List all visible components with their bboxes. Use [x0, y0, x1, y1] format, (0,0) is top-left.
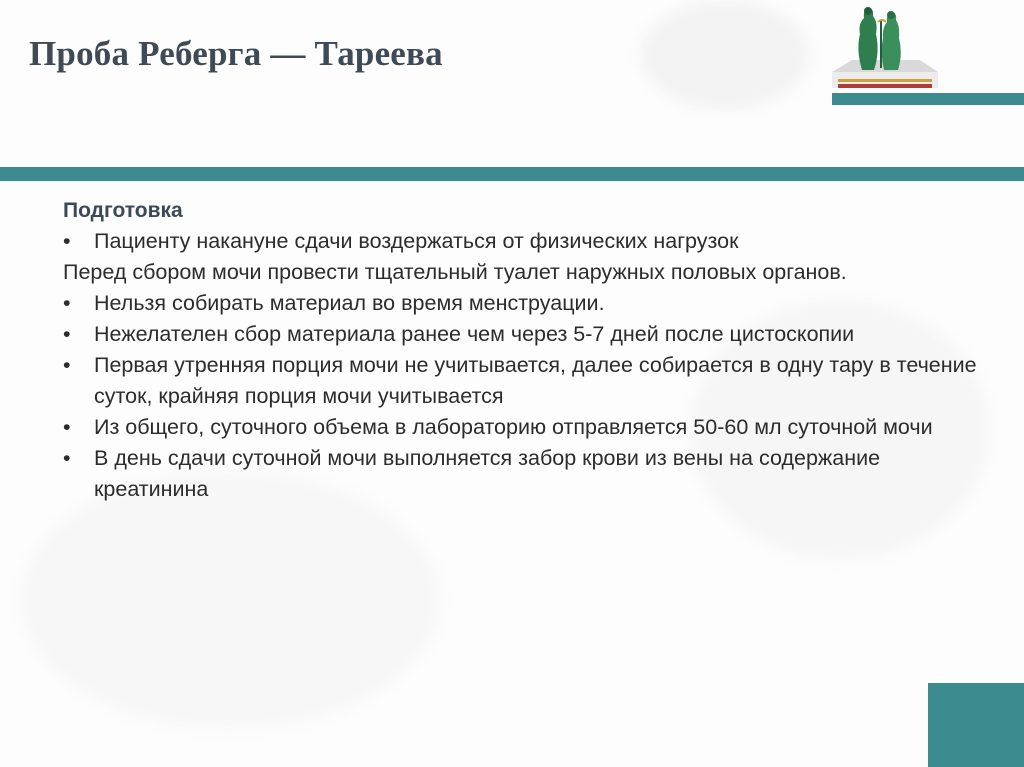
list-item-text: Пациенту накануне сдачи воздержаться от физических нагрузок	[94, 229, 739, 253]
background-shape	[20, 470, 440, 730]
bullet-marker: •	[63, 229, 71, 253]
slide-title: Проба Реберга — Тареева	[29, 34, 443, 73]
medical-statues-logo-icon	[830, 0, 940, 96]
bullet-marker: •	[63, 291, 71, 315]
list-item-text: Из общего, суточного объема в лабораторию отправляется 50-60 мл суточной мочи	[94, 415, 933, 439]
paragraph	[63, 257, 993, 288]
list-item	[63, 319, 993, 350]
list-item-text: Нежелателен сбор материала ранее чем через 5-7 дней после цистоскопии	[94, 322, 855, 346]
list-item	[63, 443, 993, 505]
bullet-marker: •	[63, 446, 71, 470]
paragraph-text: Перед сбором мочи провести тщательный туалет наружных половых органов.	[63, 260, 847, 284]
list-item	[63, 226, 993, 257]
list-item-text: В день сдачи суточной мочи выполняется забор крови из вены на содержание креатинина	[94, 446, 881, 501]
header-accent-bar	[832, 93, 1024, 105]
bullet-marker: •	[63, 415, 71, 439]
list-item	[63, 350, 993, 412]
bullet-marker: •	[63, 322, 71, 346]
bullet-marker: •	[63, 353, 71, 377]
list-item-text: Нельзя собирать материал во время менструации.	[94, 291, 605, 315]
slide-body	[63, 195, 993, 505]
list-item-text: Первая утренняя порция мочи не учитывается, далее собирается в одну тару в течение суток, крайняя порция мочи учитывается	[94, 353, 977, 408]
list-item	[63, 412, 993, 443]
corner-accent-block	[928, 683, 1024, 767]
section-heading: Подготовка	[63, 199, 183, 222]
header-divider-band	[0, 167, 1024, 181]
background-shape	[640, 0, 810, 110]
list-item	[63, 288, 993, 319]
